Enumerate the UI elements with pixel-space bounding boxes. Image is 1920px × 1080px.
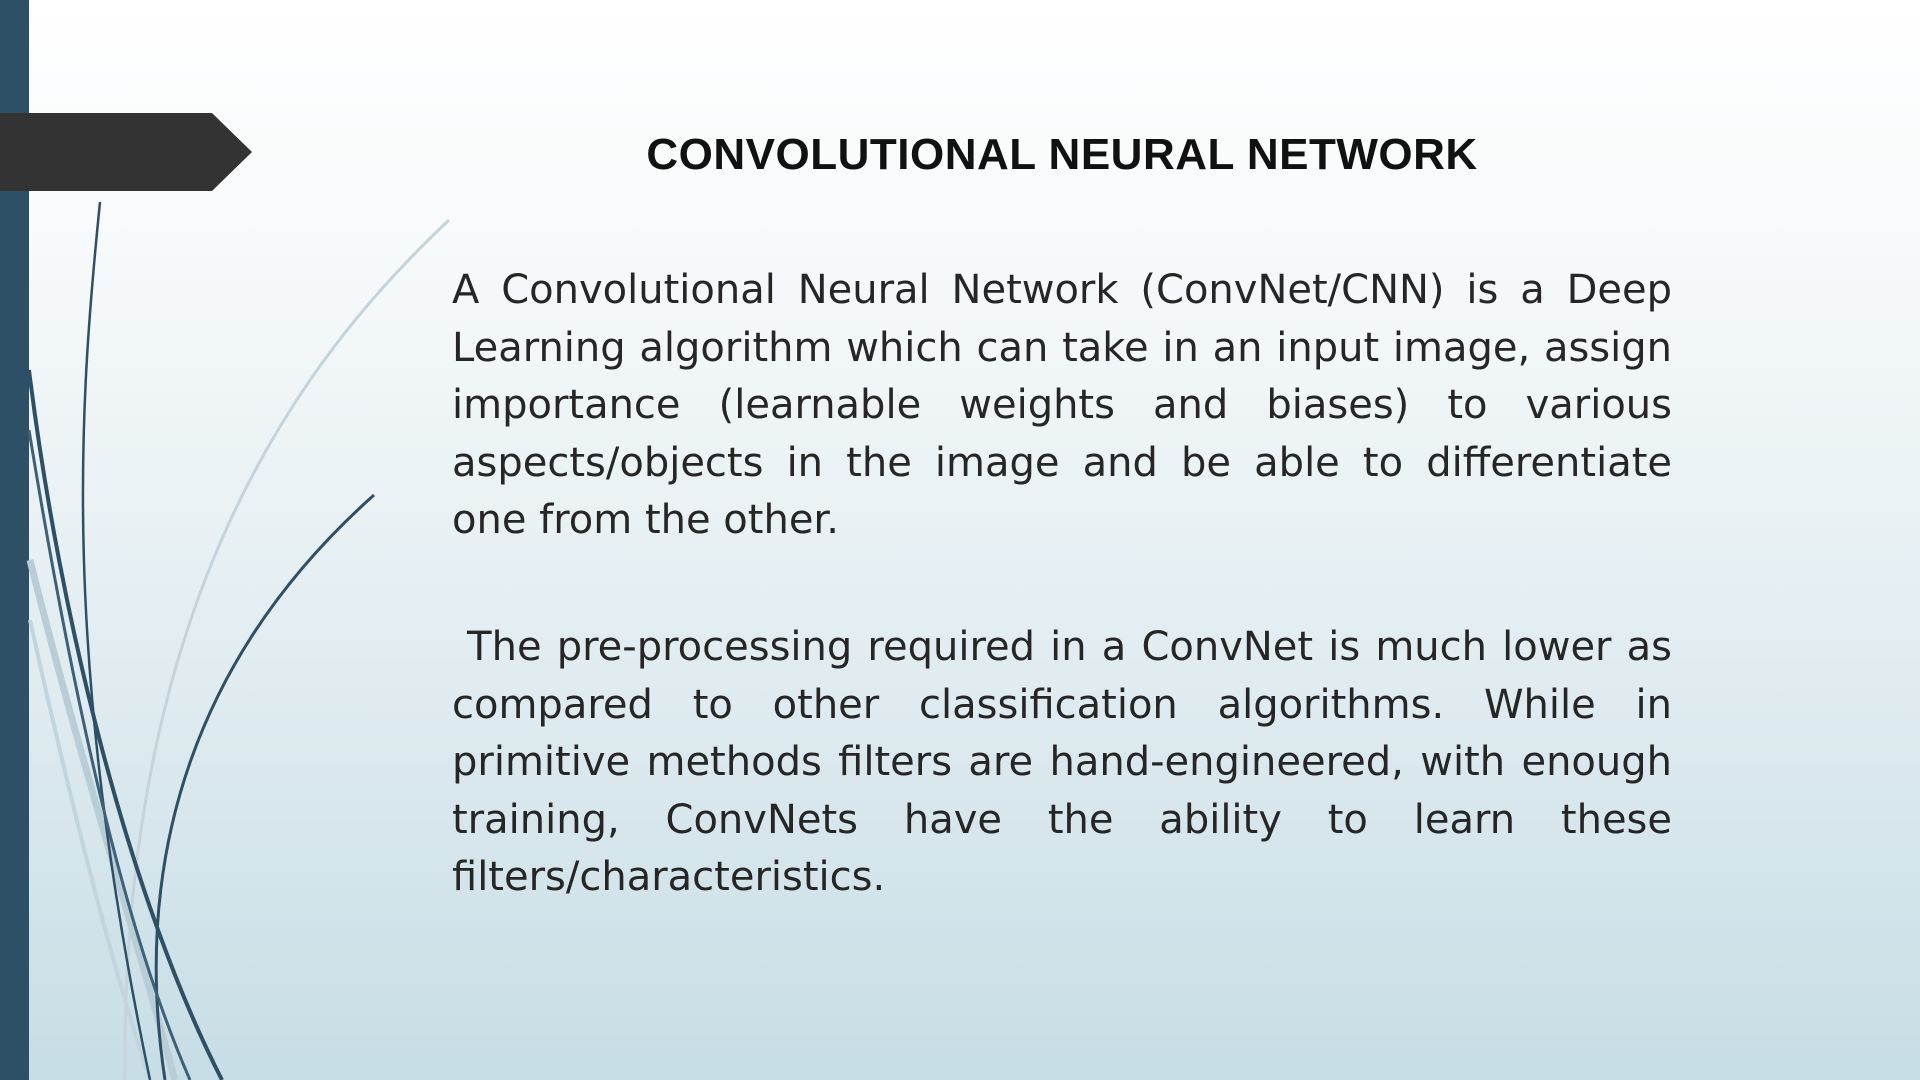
- swoosh-dark-2: [156, 495, 374, 1080]
- paragraph-preprocessing: The pre-processing required in a ConvNet is much lower as compared to other classification algorithms. While in primitive methods filters are hand-engineered, with enough training, ConvNets have the ability to learn these filters/characteristics.: [452, 624, 1685, 900]
- swoosh-dark-3: [29, 370, 222, 1080]
- title-tag-arrow: [0, 113, 252, 191]
- swoosh-light-2: [30, 560, 175, 1080]
- slide-title: CONVOLUTIONAL NEURAL NETWORK: [646, 130, 1478, 179]
- swoosh-light-1: [125, 220, 449, 1080]
- paragraph-definition: A Convolutional Neural Network (ConvNet/CNN) is a Deep Learning algorithm which can take in an input image, assign importance (learnable weights and biases) to various aspects/objects in the image and be able to differentiate one from the other.: [452, 267, 1672, 543]
